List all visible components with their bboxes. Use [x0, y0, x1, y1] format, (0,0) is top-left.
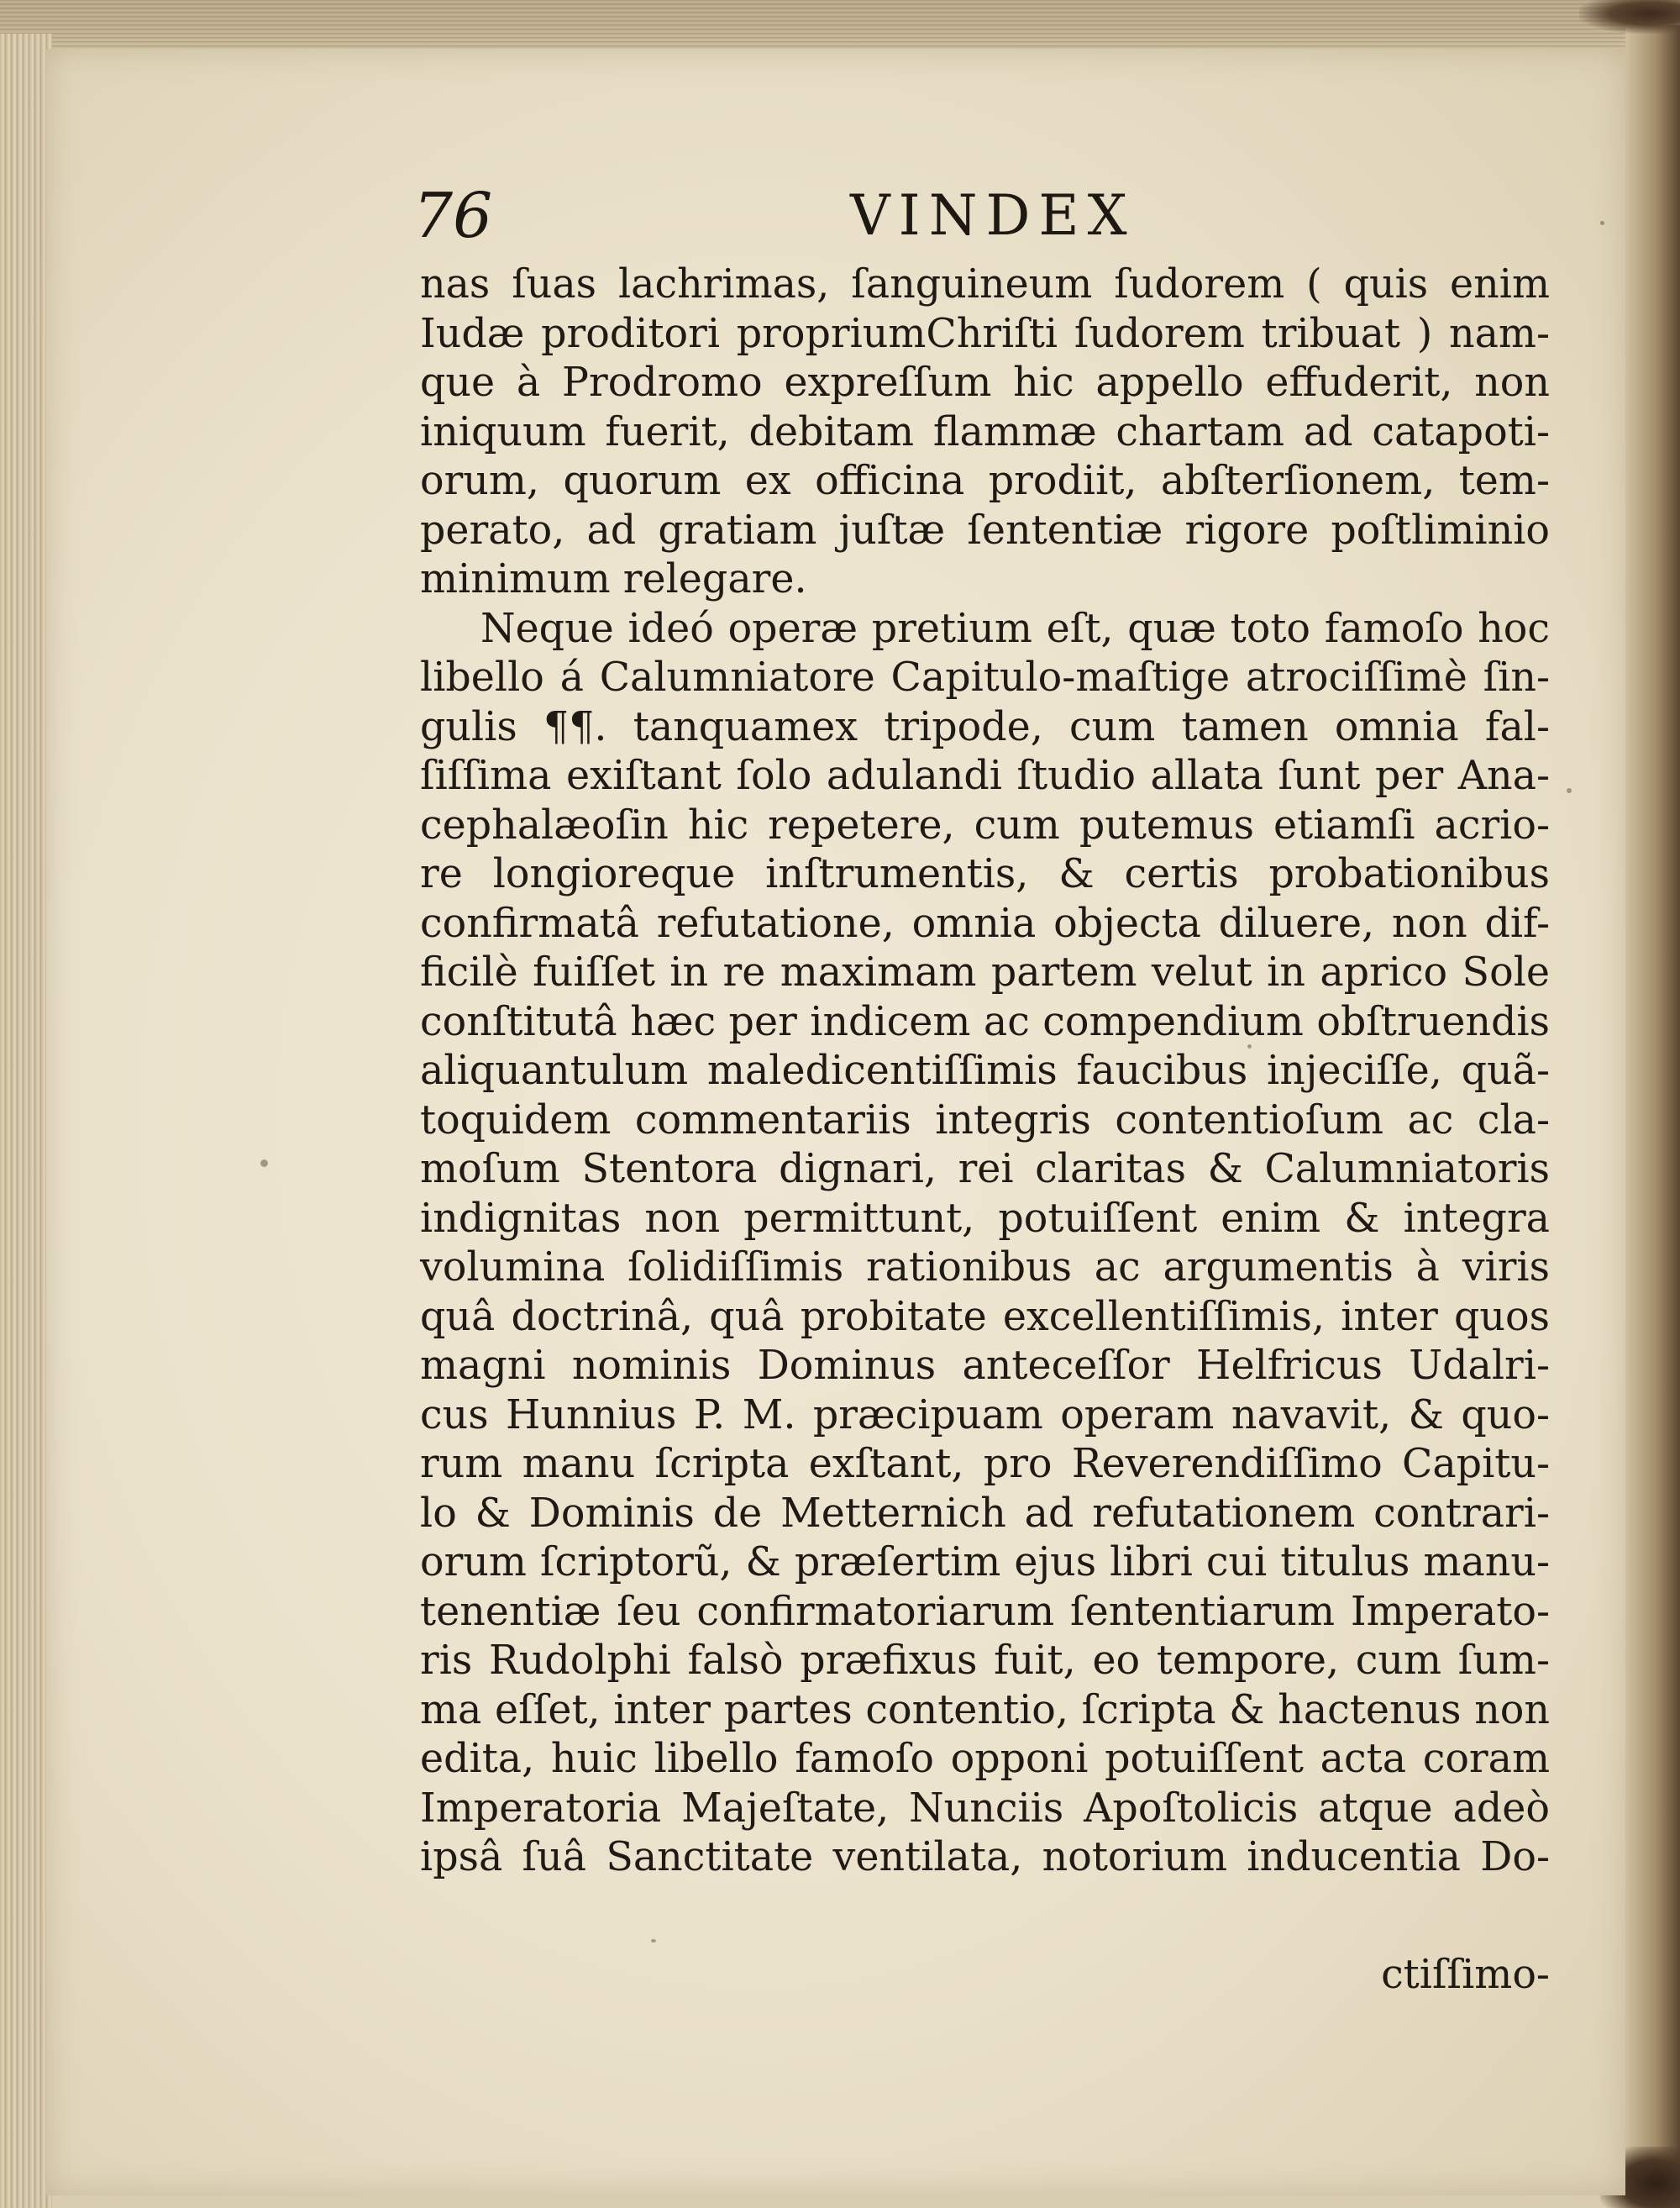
text-line: ficilè fuiſſet in re maximam partem velut in aprico Sole [420, 949, 1550, 996]
text-line: orum ſcriptorũ, & præſertim ejus libri cui titulus manu- [420, 1539, 1550, 1585]
text-line: que à Prodromo expreſſum hic appello effuderit, non [420, 360, 1550, 406]
text-line: ma eſſet, inter partes contentio, ſcripta & hactenus non [420, 1686, 1550, 1733]
text-line: re longioreque inſtrumentis, & certis probationibus [420, 851, 1550, 897]
text-line: indignitas non permittunt, potuiſſent enim & integra [420, 1195, 1550, 1242]
text-line: minimum relegare. [420, 556, 807, 602]
text-line: libello á Calumniatore Capitulo-maſtige atrociſſimè ſin- [420, 655, 1550, 701]
text-line: magni nominis Dominus anteceſſor Helfricus Udalri- [420, 1343, 1550, 1389]
text-line: iniquum fuerit, debitam flammæ chartam ad catapoti- [420, 408, 1550, 455]
text-line: confirmatâ refutatione, omnia objecta diluere, non dif- [420, 900, 1550, 947]
page-header [413, 178, 1169, 258]
text-line: ſiſſima exiſtant ſolo adulandi ſtudio allata ſunt per Ana- [420, 753, 1550, 799]
page-edges-left [0, 34, 52, 2208]
text-line: quâ doctrinâ, quâ probitate excellentiſſimis, inter quos [420, 1293, 1550, 1340]
book-gutter [1625, 25, 1680, 2208]
text-line: cus Hunnius P. M. præcipuam operam navavit, & quo- [420, 1391, 1550, 1438]
text-line: toquidem commentariis integris contentioſum ac cla- [420, 1096, 1550, 1143]
text-line: volumina ſolidiſſimis rationibus ac argumentis à viris [420, 1244, 1550, 1291]
text-line: edita, huic libello famoſo opponi potuiſſent acta coram [420, 1736, 1550, 1782]
running-title: VINDEX [850, 183, 1136, 248]
text-line: moſum Stentora dignari, rei claritas & Calumniatoris [420, 1146, 1550, 1192]
catchword: ctiſſimo- [1381, 1952, 1550, 1998]
text-line: lo & Dominis de Metternich ad refutationem contrari- [420, 1490, 1550, 1537]
text-line: aliquantulum maledicentiſſimis faucibus injeciſſe, quã- [420, 1048, 1550, 1094]
binding-stain-top [1579, 0, 1680, 34]
text-line: ipsâ ſuâ Sanctitate ventilata, notorium inducentia Do- [420, 1834, 1550, 1880]
text-line: nas ſuas lachrimas, ſanguineum ſudorem ( quis enim [420, 261, 1550, 308]
paragraph-first-line: Neque ideó operæ pretium eſt, quæ toto famoſo hoc [480, 605, 1550, 652]
text-line: ris Rudolphi falsò præfixus fuit, eo tempore, cum ſum- [420, 1638, 1550, 1684]
body-text [420, 260, 1550, 1883]
text-line: orum, quorum ex officina prodiit, abſterſionem, tem- [420, 458, 1550, 504]
text-line: gulis ¶¶. tanquamex tripode, cum tamen omnia fal- [420, 703, 1550, 750]
page-edges-top [0, 0, 1680, 52]
text-line: Imperatoria Majeſtate, Nunciis Apoſtolicis atque adeò [420, 1785, 1550, 1832]
text-line: cephalæoſin hic repetere, cum putemus etiamſi acrio- [420, 802, 1550, 849]
text-line: Iudæ proditori propriumChriſti ſudorem tribuat ) nam- [420, 310, 1550, 357]
text-line: rum manu ſcripta exſtant, pro Reverendiſſimo Capitu- [420, 1441, 1550, 1487]
page-number: 76 [413, 180, 493, 252]
text-line: conſtitutâ hæc per indicem ac compendium obſtruendis [420, 998, 1550, 1045]
text-line: tenentiæ ſeu confirmatoriarum ſententiarum Imperato- [420, 1588, 1550, 1635]
text-line: perato, ad gratiam juſtæ ſententiæ rigore poſtliminio [420, 507, 1550, 554]
